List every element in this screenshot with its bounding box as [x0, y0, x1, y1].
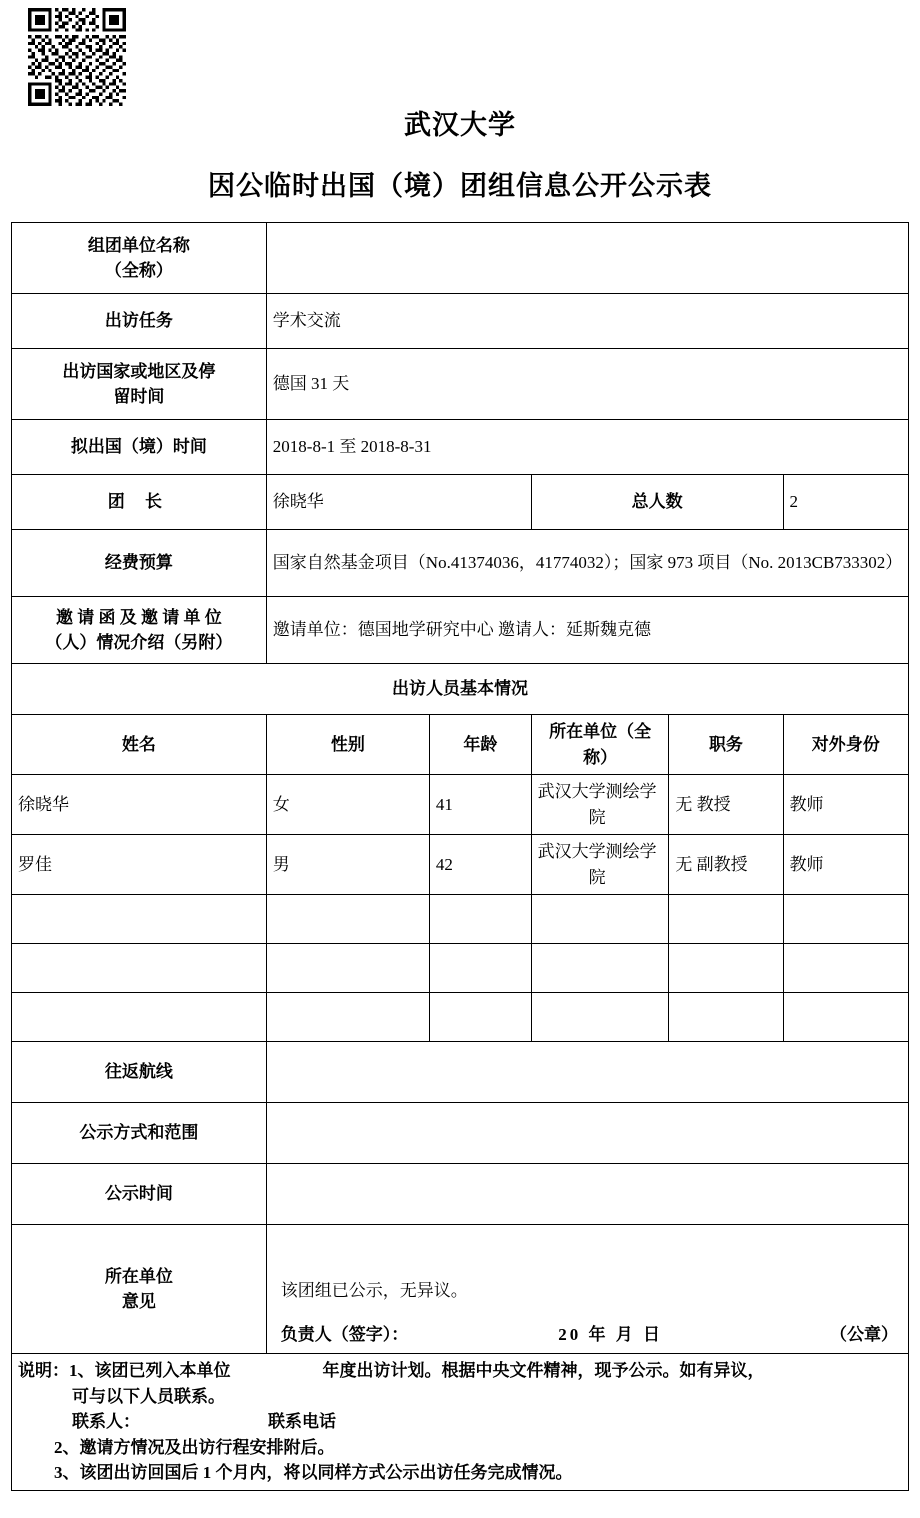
table-row — [12, 775, 909, 835]
col-age: 年龄 — [429, 715, 531, 775]
qr-code-svg — [28, 8, 126, 106]
opinion-text: 该团组已公示，无异议。 — [280, 1281, 468, 1301]
notes-line-4: 2、邀请方情况及出访行程安排附后。 — [54, 1437, 335, 1457]
empty-cell-age[interactable] — [429, 993, 531, 1042]
row-opinion — [12, 1225, 909, 1354]
row-publicity-time — [12, 1164, 909, 1225]
opinion-label-line1: 所在单位 — [104, 1266, 173, 1286]
empty-cell-name[interactable] — [12, 993, 267, 1042]
empty-cell-age[interactable] — [429, 895, 531, 944]
row-budget — [12, 530, 909, 597]
notes-phone-label: 联系电话 — [268, 1412, 336, 1432]
person-gender: 女 — [266, 775, 429, 835]
page-subtitle: 因公临时出国（境）团组信息公开公示表 — [208, 171, 712, 202]
row-publicity — [12, 1103, 909, 1164]
publicity-time-label: 公示时间 — [12, 1164, 267, 1225]
empty-cell-name[interactable] — [12, 895, 267, 944]
table-row-empty — [12, 944, 909, 993]
country-value[interactable]: 德国 31 天 — [266, 349, 908, 420]
person-identity: 教师 — [783, 835, 908, 895]
notes-contact-label: 联系人： — [72, 1412, 140, 1432]
task-value[interactable]: 学术交流 — [266, 294, 908, 349]
empty-cell-gender[interactable] — [266, 993, 429, 1042]
person-gender: 男 — [266, 835, 429, 895]
seal-label: （公章） — [830, 1324, 898, 1344]
country-label-line1: 出访国家或地区及停 — [62, 361, 216, 381]
person-age: 42 — [429, 835, 531, 895]
task-label: 出访任务 — [12, 294, 267, 349]
row-people-heading — [12, 664, 909, 715]
opinion-label-line2: 意见 — [121, 1292, 156, 1312]
page-title: 武汉大学 — [404, 110, 516, 140]
person-name: 罗佳 — [12, 835, 267, 895]
empty-cell-age[interactable] — [429, 944, 531, 993]
leader-label — [12, 475, 267, 530]
invitation-label-line2: （人）情况介绍（另附） — [45, 633, 233, 653]
unit-name-value[interactable] — [266, 223, 908, 294]
person-unit: 武汉大学测绘学院 — [531, 835, 669, 895]
empty-cell-unit[interactable] — [531, 895, 669, 944]
opinion-body — [266, 1225, 908, 1354]
empty-cell-identity[interactable] — [783, 993, 908, 1042]
row-leader — [12, 475, 909, 530]
country-label-line2: 留时间 — [113, 387, 165, 407]
empty-cell-name[interactable] — [12, 944, 267, 993]
notes-line-1a: 说明：1、该团已列入本单位 — [18, 1361, 231, 1381]
people-section-heading: 出访人员基本情况 — [12, 664, 909, 715]
row-route — [12, 1042, 909, 1103]
notes-line-5: 3、该团出访回国后 1 个月内，将以同样方式公示出访任务完成情况。 — [54, 1463, 573, 1483]
route-label: 往返航线 — [12, 1042, 267, 1103]
total-label: 总人数 — [531, 475, 783, 530]
title-block — [0, 0, 920, 204]
publicity-label: 公示方式和范围 — [12, 1103, 267, 1164]
table-row-empty — [12, 993, 909, 1042]
row-date — [12, 420, 909, 475]
unit-name-label — [12, 223, 267, 294]
empty-cell-identity[interactable] — [783, 895, 908, 944]
col-identity: 对外身份 — [783, 715, 908, 775]
row-task — [12, 294, 909, 349]
table-row — [12, 835, 909, 895]
invitation-value[interactable]: 邀请单位：德国地学研究中心 邀请人：延斯魏克德 — [266, 597, 908, 664]
person-identity: 教师 — [783, 775, 908, 835]
date-value[interactable]: 2018-8-1 至 2018-8-31 — [266, 420, 908, 475]
table-row-empty — [12, 895, 909, 944]
col-position: 职务 — [669, 715, 783, 775]
col-gender: 性别 — [266, 715, 429, 775]
notes-line-2: 可与以下人员联系。 — [72, 1386, 225, 1406]
invitation-label — [12, 597, 267, 664]
person-position: 无 教授 — [669, 775, 783, 835]
empty-cell-position[interactable] — [669, 944, 783, 993]
total-value[interactable]: 2 — [783, 475, 908, 530]
empty-cell-gender[interactable] — [266, 944, 429, 993]
publicity-value[interactable] — [266, 1103, 908, 1164]
leader-value[interactable]: 徐晓华 — [266, 475, 531, 530]
unit-name-label-line2: （全称） — [104, 261, 173, 281]
invitation-label-line1: 邀 请 函 及 邀 请 单 位 — [56, 607, 222, 627]
person-name: 徐晓华 — [12, 775, 267, 835]
empty-cell-identity[interactable] — [783, 944, 908, 993]
country-label — [12, 349, 267, 420]
date-label: 拟出国（境）时间 — [12, 420, 267, 475]
empty-cell-unit[interactable] — [531, 993, 669, 1042]
notes-line-1 — [18, 1358, 902, 1384]
row-invitation — [12, 597, 909, 664]
col-unit: 所在单位（全称） — [531, 715, 669, 775]
opinion-label — [12, 1225, 267, 1354]
empty-cell-unit[interactable] — [531, 944, 669, 993]
col-name: 姓名 — [12, 715, 267, 775]
info-table — [11, 222, 909, 1491]
route-value[interactable] — [266, 1042, 908, 1103]
signature-date: 20 年 月 日 — [558, 1324, 664, 1344]
budget-label: 经费预算 — [12, 530, 267, 597]
person-position: 无 副教授 — [669, 835, 783, 895]
row-notes — [12, 1354, 909, 1491]
unit-name-label-line1: 组团单位名称 — [87, 235, 190, 255]
notes-line-1b: 年度出访计划。根据中央文件精神，现予公示。如有异议， — [322, 1361, 765, 1381]
row-people-columns — [12, 715, 909, 775]
person-age: 41 — [429, 775, 531, 835]
empty-cell-position[interactable] — [669, 993, 783, 1042]
notes-block — [12, 1354, 909, 1491]
publicity-time-value[interactable] — [266, 1164, 908, 1225]
empty-cell-gender[interactable] — [266, 895, 429, 944]
empty-cell-position[interactable] — [669, 895, 783, 944]
signature-line — [277, 1322, 898, 1348]
leader-label-text: 团 长 — [107, 492, 171, 512]
signature-label: 负责人（签字）： — [280, 1324, 409, 1344]
person-unit: 武汉大学测绘学院 — [531, 775, 669, 835]
qr-code-icon — [28, 8, 126, 106]
row-country — [12, 349, 909, 420]
row-unit-name — [12, 223, 909, 294]
budget-value[interactable]: 国家自然基金项目（No.41374036，41774032）；国家 973 项目（No. 2013CB733302） — [266, 530, 908, 597]
notes-line-3 — [18, 1409, 902, 1435]
